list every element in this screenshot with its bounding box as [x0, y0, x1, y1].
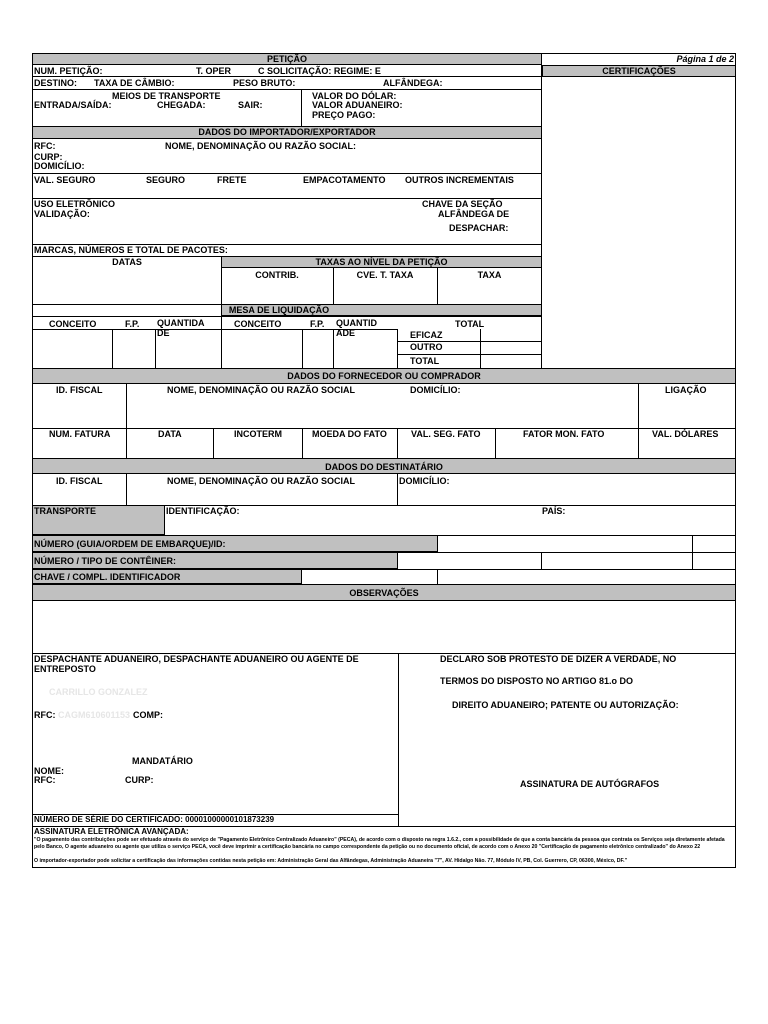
- supplier-name-label: NOME, DENOMINAÇÃO OU RAZÃO SOCIAL: [167, 385, 355, 395]
- supplier-section-title: DADOS DO FORNECEDOR OU COMPRADOR: [287, 371, 481, 381]
- val-seg-label: VAL. SEG. FATO: [411, 429, 481, 439]
- contrib-label: CONTRIB.: [255, 270, 299, 280]
- empacotamento-label: EMPACOTAMENTO: [303, 175, 386, 185]
- fp2-label: F.P.: [310, 319, 325, 329]
- outros-label: OUTROS INCREMENTAIS: [405, 175, 514, 185]
- taxa-label: TAXA: [477, 270, 502, 280]
- liquidation-section-title: MESA DE LIQUIDAÇÃO: [228, 305, 330, 315]
- num-fatura-label: NUM. FATURA: [49, 429, 111, 439]
- recipient-name-label: NOME, DENOMINAÇÃO OU RAZÃO SOCIAL: [167, 476, 355, 486]
- numero-guia-label: NÚMERO (GUIA/ORDEM DE EMBARQUE)/ID:: [34, 539, 226, 549]
- frete-label: FRETE: [217, 175, 247, 185]
- page-number: Página 1 de 2: [676, 54, 734, 64]
- importer-domicilio-label: DOMICÍLIO:: [34, 161, 85, 171]
- fp1-label: F.P.: [125, 319, 140, 329]
- cve-taxa-label: CVE. T. TAXA: [356, 270, 414, 280]
- ligacao-label: LIGAÇÃO: [665, 385, 707, 395]
- entrada-saida-label: ENTRADA/SAÍDA:: [34, 100, 112, 110]
- importer-rfc-label: RFC:: [34, 141, 56, 151]
- chegada-label: CHEGADA:: [157, 100, 206, 110]
- total-label: TOTAL: [455, 319, 485, 329]
- uso-eletronico-label: USO ELETRÔNICO: [34, 199, 116, 209]
- chave-secao-label: CHAVE DA SEÇÃO: [422, 199, 503, 209]
- pais-label: PAÍS:: [542, 506, 566, 516]
- c-solicitacao-label: C SOLICITAÇÃO: REGIME: E: [258, 66, 381, 76]
- datas-label: DATAS: [112, 257, 142, 267]
- signature-rfc-value: CAGM610601153: [58, 710, 131, 720]
- quantidade2-label: QUANTID ADE: [336, 318, 377, 338]
- mandatario-curp-label: CURP:: [125, 775, 154, 785]
- valor-dolar-label: VALOR DO DÓLAR:: [312, 91, 397, 101]
- meios-transporte-label: MEIOS DE TRANSPORTE: [112, 91, 221, 101]
- despachar-label: DESPACHAR:: [449, 223, 509, 233]
- validacao-label: VALIDAÇÃO:: [34, 209, 90, 219]
- alfandega-de-label: ALFÂNDEGA DE: [438, 209, 510, 219]
- conceito2-label: CONCEITO: [234, 319, 282, 329]
- comp-label: COMP:: [133, 710, 163, 720]
- assinatura-eletronica-label: ASSINATURA ELETRÔNICA AVANÇADA:: [34, 827, 189, 836]
- taxa-cambio-label: TAXA DE CÂMBIO:: [94, 78, 175, 88]
- assinatura-autografos-label: ASSINATURA DE AUTÓGRAFOS: [520, 779, 660, 789]
- valor-aduaneiro-label: VALOR ADUANEIRO:: [312, 100, 403, 110]
- numero-serie-label: NÚMERO DE SÉRIE DO CERTIFICADO: 00001000000101873239: [34, 815, 275, 824]
- eficaz-label: EFICAZ: [410, 330, 443, 340]
- incoterm-label: INCOTERM: [234, 429, 282, 439]
- moeda-label: MOEDA DO FATO: [312, 429, 387, 439]
- certifications-title: CERTIFICAÇÕES: [602, 66, 676, 76]
- signature-rfc-label: RFC:: [34, 710, 56, 720]
- recipient-id-fiscal-label: ID. FISCAL: [56, 476, 103, 486]
- footer-note-1: "O pagamento das contribuições pode ser efetuado através do serviço de "Pagamento Eletrônico Centralizado Aduaneiro" (PECA), de acordo com o disposto na regra 1.6.2., com a possibilidade de que a conta bancária da pessoa que contrata os Serviços seja diretamente afetada pelo Banco, O agente aduaneiro ou agente que utiliza o serviço PECA, você deve imprimir a certificação bancária no campo correspondente da petição ou no documento oficial, de acordo com o Anexo 20 "Certificação de pagamento eletrônico centralizado" do Anexo 22: [34, 837, 725, 850]
- footer-note-2: O importador-exportador pode solicitar a certificação das informações contidas nesta petição em: Administração Geral das Alfândegas, Administração Aduaneira "7", AV. Hidalgo Não. 77, Módulo IV, PB, Col. Guerrero, CP, 06300, México, DF.": [34, 858, 628, 864]
- val-seguro-label: VAL. SEGURO: [34, 175, 96, 185]
- declaro-line1: DECLARO SOB PROTESTO DE DIZER A VERDADE, NO: [440, 654, 677, 664]
- declaro-line3: DIREITO ADUANEIRO; PATENTE OU AUTORIZAÇÃO:: [452, 700, 679, 710]
- despachante-name: CARRILLO GONZALEZ: [49, 687, 148, 697]
- mandatario-rfc-label: RFC:: [34, 775, 56, 785]
- alfandega-label: ALFÂNDEGA:: [383, 78, 443, 88]
- conceito1-label: CONCEITO: [49, 319, 97, 329]
- preco-pago-label: PREÇO PAGO:: [312, 110, 376, 120]
- num-peticao-label: NUM. PETIÇÃO:: [34, 66, 103, 76]
- supplier-id-fiscal-label: ID. FISCAL: [56, 385, 103, 395]
- despachante-label: DESPACHANTE ADUANEIRO, DESPACHANTE ADUANEIRO OU AGENTE DE ENTREPOSTO: [34, 654, 359, 674]
- seguro-label: SEGURO: [146, 175, 186, 185]
- importer-curp-label: CURP:: [34, 152, 63, 162]
- data-label: DATA: [158, 429, 182, 439]
- supplier-domicilio-label: DOMICÍLIO:: [410, 385, 461, 395]
- chave-label: CHAVE / COMPL. IDENTIFICADOR: [34, 572, 181, 582]
- form-title: PETIÇÃO: [266, 54, 307, 64]
- taxes-section-title: TAXAS AO NÍVEL DA PETIÇÃO: [315, 257, 448, 267]
- mandatario-label: MANDATÁRIO: [132, 756, 193, 766]
- mandatario-nome-label: NOME:: [34, 766, 64, 776]
- fator-label: FATOR MON. FATO: [523, 429, 605, 439]
- destino-label: DESTINO:: [34, 78, 78, 88]
- sair-label: SAIR:: [238, 100, 263, 110]
- recipient-domicilio-label: DOMICÍLIO:: [399, 476, 450, 486]
- transporte-label: TRANSPORTE: [34, 506, 97, 516]
- outro-label: OUTRO: [410, 342, 443, 352]
- quantidade1-label: QUANTIDA DE: [157, 318, 205, 338]
- val-dolares-label: VAL. DÓLARES: [652, 429, 719, 439]
- total-row-label: TOTAL: [410, 356, 440, 366]
- peso-bruto-label: PESO BRUTO:: [233, 78, 296, 88]
- t-oper-label: T. OPER: [196, 66, 232, 76]
- container-label: NÚMERO / TIPO DE CONTÊINER:: [34, 556, 177, 566]
- marcas-label: MARCAS, NÚMEROS E TOTAL DE PACOTES:: [34, 245, 228, 255]
- identificacao-label: IDENTIFICAÇÃO:: [166, 506, 240, 516]
- recipient-section-title: DADOS DO DESTINATÁRIO: [325, 462, 443, 472]
- observations-section-title: OBSERVAÇÕES: [349, 588, 419, 598]
- importer-name-label: NOME, DENOMINAÇÃO OU RAZÃO SOCIAL:: [165, 141, 356, 151]
- declaro-line2: TERMOS DO DISPOSTO NO ARTIGO 81.o DO: [440, 676, 634, 686]
- importer-section-title: DADOS DO IMPORTADOR/EXPORTADOR: [198, 127, 376, 137]
